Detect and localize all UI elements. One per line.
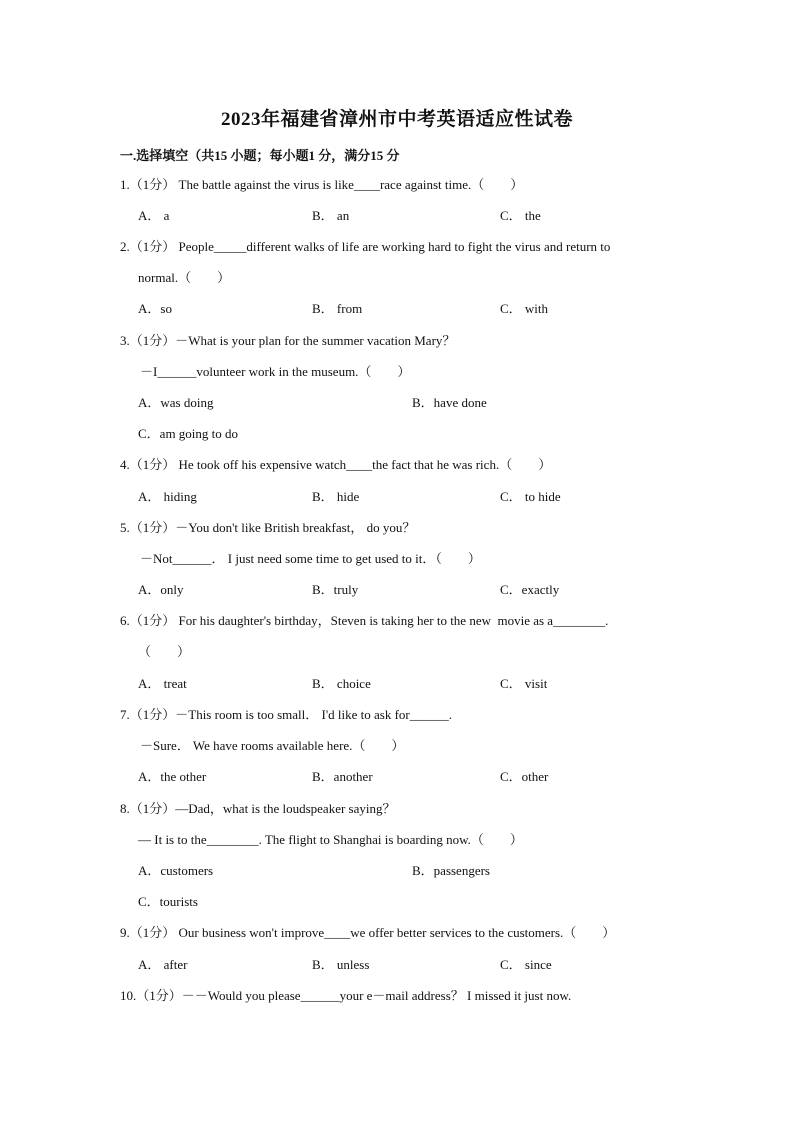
question-9-option-a: A． after	[138, 957, 188, 972]
question-7-option-c: C．other	[500, 769, 549, 784]
question-2-stem: 2.（1分） People_____different walks of life are working hard to fight the virus and return to	[120, 239, 611, 254]
question-7-option-a: A．the other	[138, 769, 207, 784]
question-9-option-b: B． unless	[312, 957, 370, 972]
question-9-option-c: C． since	[500, 957, 552, 972]
question-8-stem-cont: — It is to the________. The flight to Shanghai is boarding now.（ ）	[138, 832, 523, 847]
question-6-stem-cont: （ ）	[138, 644, 191, 659]
question-2-option-a: A．so	[138, 301, 172, 316]
question-6-stem: 6.（1分） For his daughter's birthday，Steven is taking her to the new movie as a________.	[120, 613, 609, 628]
question-5-stem-cont: －Not______． I just need some time to get used to it．（ ）	[140, 551, 481, 566]
question-6-option-b: B． choice	[312, 676, 371, 691]
question-1-option-b: B． an	[312, 208, 350, 223]
question-10-stem: 10.（1分）－－Would you please______your e－mail address？ I missed it just now.	[120, 988, 572, 1003]
question-4-stem: 4.（1分） He took off his expensive watch____the fact that he was rich.（ ）	[120, 457, 552, 472]
question-4-option-a: A． hiding	[138, 489, 197, 504]
question-3-option-c: C．am going to do	[138, 426, 239, 441]
question-2-stem-cont: normal.（ ）	[138, 270, 231, 285]
question-1-stem: 1.（1分） The battle against the virus is like____race against time.（ ）	[120, 177, 524, 192]
question-6-option-a: A． treat	[138, 676, 187, 691]
question-8-option-a: A．customers	[138, 863, 214, 878]
question-7-stem: 7.（1分）－This room is too small． I'd like to ask for______.	[120, 707, 453, 722]
question-5-option-c: C．exactly	[500, 582, 560, 597]
question-3-stem-cont: －I______volunteer work in the museum.（ ）	[140, 364, 411, 379]
question-3-option-b: B．have done	[412, 395, 487, 410]
question-1-option-c: C． the	[500, 208, 541, 223]
question-8-option-b: B．passengers	[412, 863, 490, 878]
question-6-option-c: C． visit	[500, 676, 548, 691]
question-2-option-c: C． with	[500, 301, 549, 316]
question-8-option-c: C．tourists	[138, 894, 198, 909]
question-3-option-a: A．was doing	[138, 395, 214, 410]
page-title: 2023年福建省漳州市中考英语适应性试卷	[220, 109, 573, 130]
question-5-option-b: B．truly	[312, 582, 359, 597]
question-7-stem-cont: －Sure． We have rooms available here.（ ）	[140, 738, 405, 753]
question-5-stem: 5.（1分）－You don't like British breakfast， do you？	[120, 520, 416, 535]
question-2-option-b: B． from	[312, 301, 363, 316]
question-3-stem: 3.（1分）－What is your plan for the summer vacation Mary？	[120, 333, 456, 348]
question-4-option-c: C． to hide	[500, 489, 561, 504]
question-8-stem: 8.（1分）—Dad，what is the loudspeaker saying？	[120, 801, 396, 816]
question-9-stem: 9.（1分） Our business won't improve____we offer better services to the customers.（ ）	[120, 925, 616, 940]
section-heading: 一.选择填空（共15 小题；每小题1 分，满分15 分	[120, 148, 400, 163]
question-5-option-a: A．only	[138, 582, 184, 597]
question-4-option-b: B． hide	[312, 489, 360, 504]
question-7-option-b: B．another	[312, 769, 373, 784]
question-1-option-a: A． a	[138, 208, 170, 223]
